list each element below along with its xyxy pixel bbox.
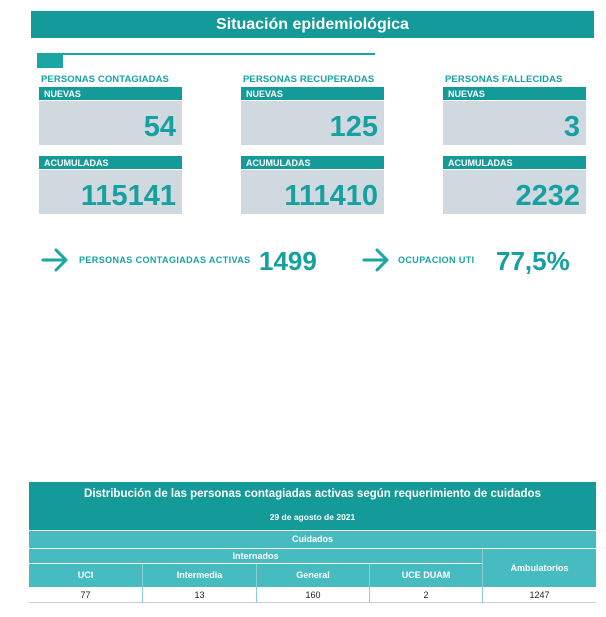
value-ambulatorios: 1247 [483,588,596,603]
fallecidas-acumuladas-value: 2232 [515,180,580,212]
value-uci: 77 [29,588,142,603]
divider [369,564,370,603]
contagiadas-label: PERSONAS CONTAGIADAS [41,74,169,85]
contagiadas-nuevas-value: 54 [143,111,176,143]
divider [482,549,483,603]
column-header-general: General [257,564,369,587]
uti-label: OCUPACION UTI [398,255,475,265]
value-uce-duam: 2 [370,588,482,603]
contagiadas-acumuladas-value: 115141 [80,180,176,212]
card-header: ACUMULADAS [443,156,586,170]
fallecidas-nuevas-value: 3 [563,111,580,143]
recuperadas-label: PERSONAS RECUPERADAS [243,74,375,85]
page-title: Situación epidemiológica [31,11,594,38]
arrow-right-icon [41,247,69,273]
contagiadas-acumuladas-card [39,156,182,214]
recuperadas-nuevas-value: 125 [329,111,378,143]
column-header-intermedia: Intermedia [143,564,256,587]
contagiadas-nuevas-card [39,87,182,145]
activas-value: 1499 [259,246,317,276]
recuperadas-acumuladas-value: 111410 [284,180,378,212]
activas-label: PERSONAS CONTAGIADAS ACTIVAS [79,255,251,265]
divider [256,564,257,603]
value-intermedia: 13 [143,588,256,603]
distribution-table [29,482,596,603]
fallecidas-nuevas-card [443,87,586,145]
internados-header: Internados [29,549,482,563]
card-header: ACUMULADAS [241,156,384,170]
ambulatorios-header: Ambulatorios [483,549,596,587]
arrow-right-icon [362,247,390,273]
card-header: NUEVAS [443,87,586,101]
distribution-title: Distribución de las personas contagiadas activas según requerimiento de cuidados [84,488,541,500]
card-header: NUEVAS [39,87,182,101]
accent-block [37,54,63,68]
recuperadas-acumuladas-card [241,156,384,214]
uti-value: 77,5% [496,246,570,276]
column-header-uce-duam: UCE DUAM [370,564,482,587]
cuidados-header: Cuidados [29,531,596,548]
value-general: 160 [257,588,369,603]
distribution-title-block [29,482,596,530]
fallecidas-acumuladas-card [443,156,586,214]
divider [142,564,143,603]
distribution-date: 29 de agosto de 2021 [269,512,356,522]
card-header: ACUMULADAS [39,156,182,170]
fallecidas-label: PERSONAS FALLECIDAS [445,74,563,85]
accent-line [37,53,375,55]
column-header-uci: UCI [29,564,142,587]
card-header: NUEVAS [241,87,384,101]
recuperadas-nuevas-card [241,87,384,145]
